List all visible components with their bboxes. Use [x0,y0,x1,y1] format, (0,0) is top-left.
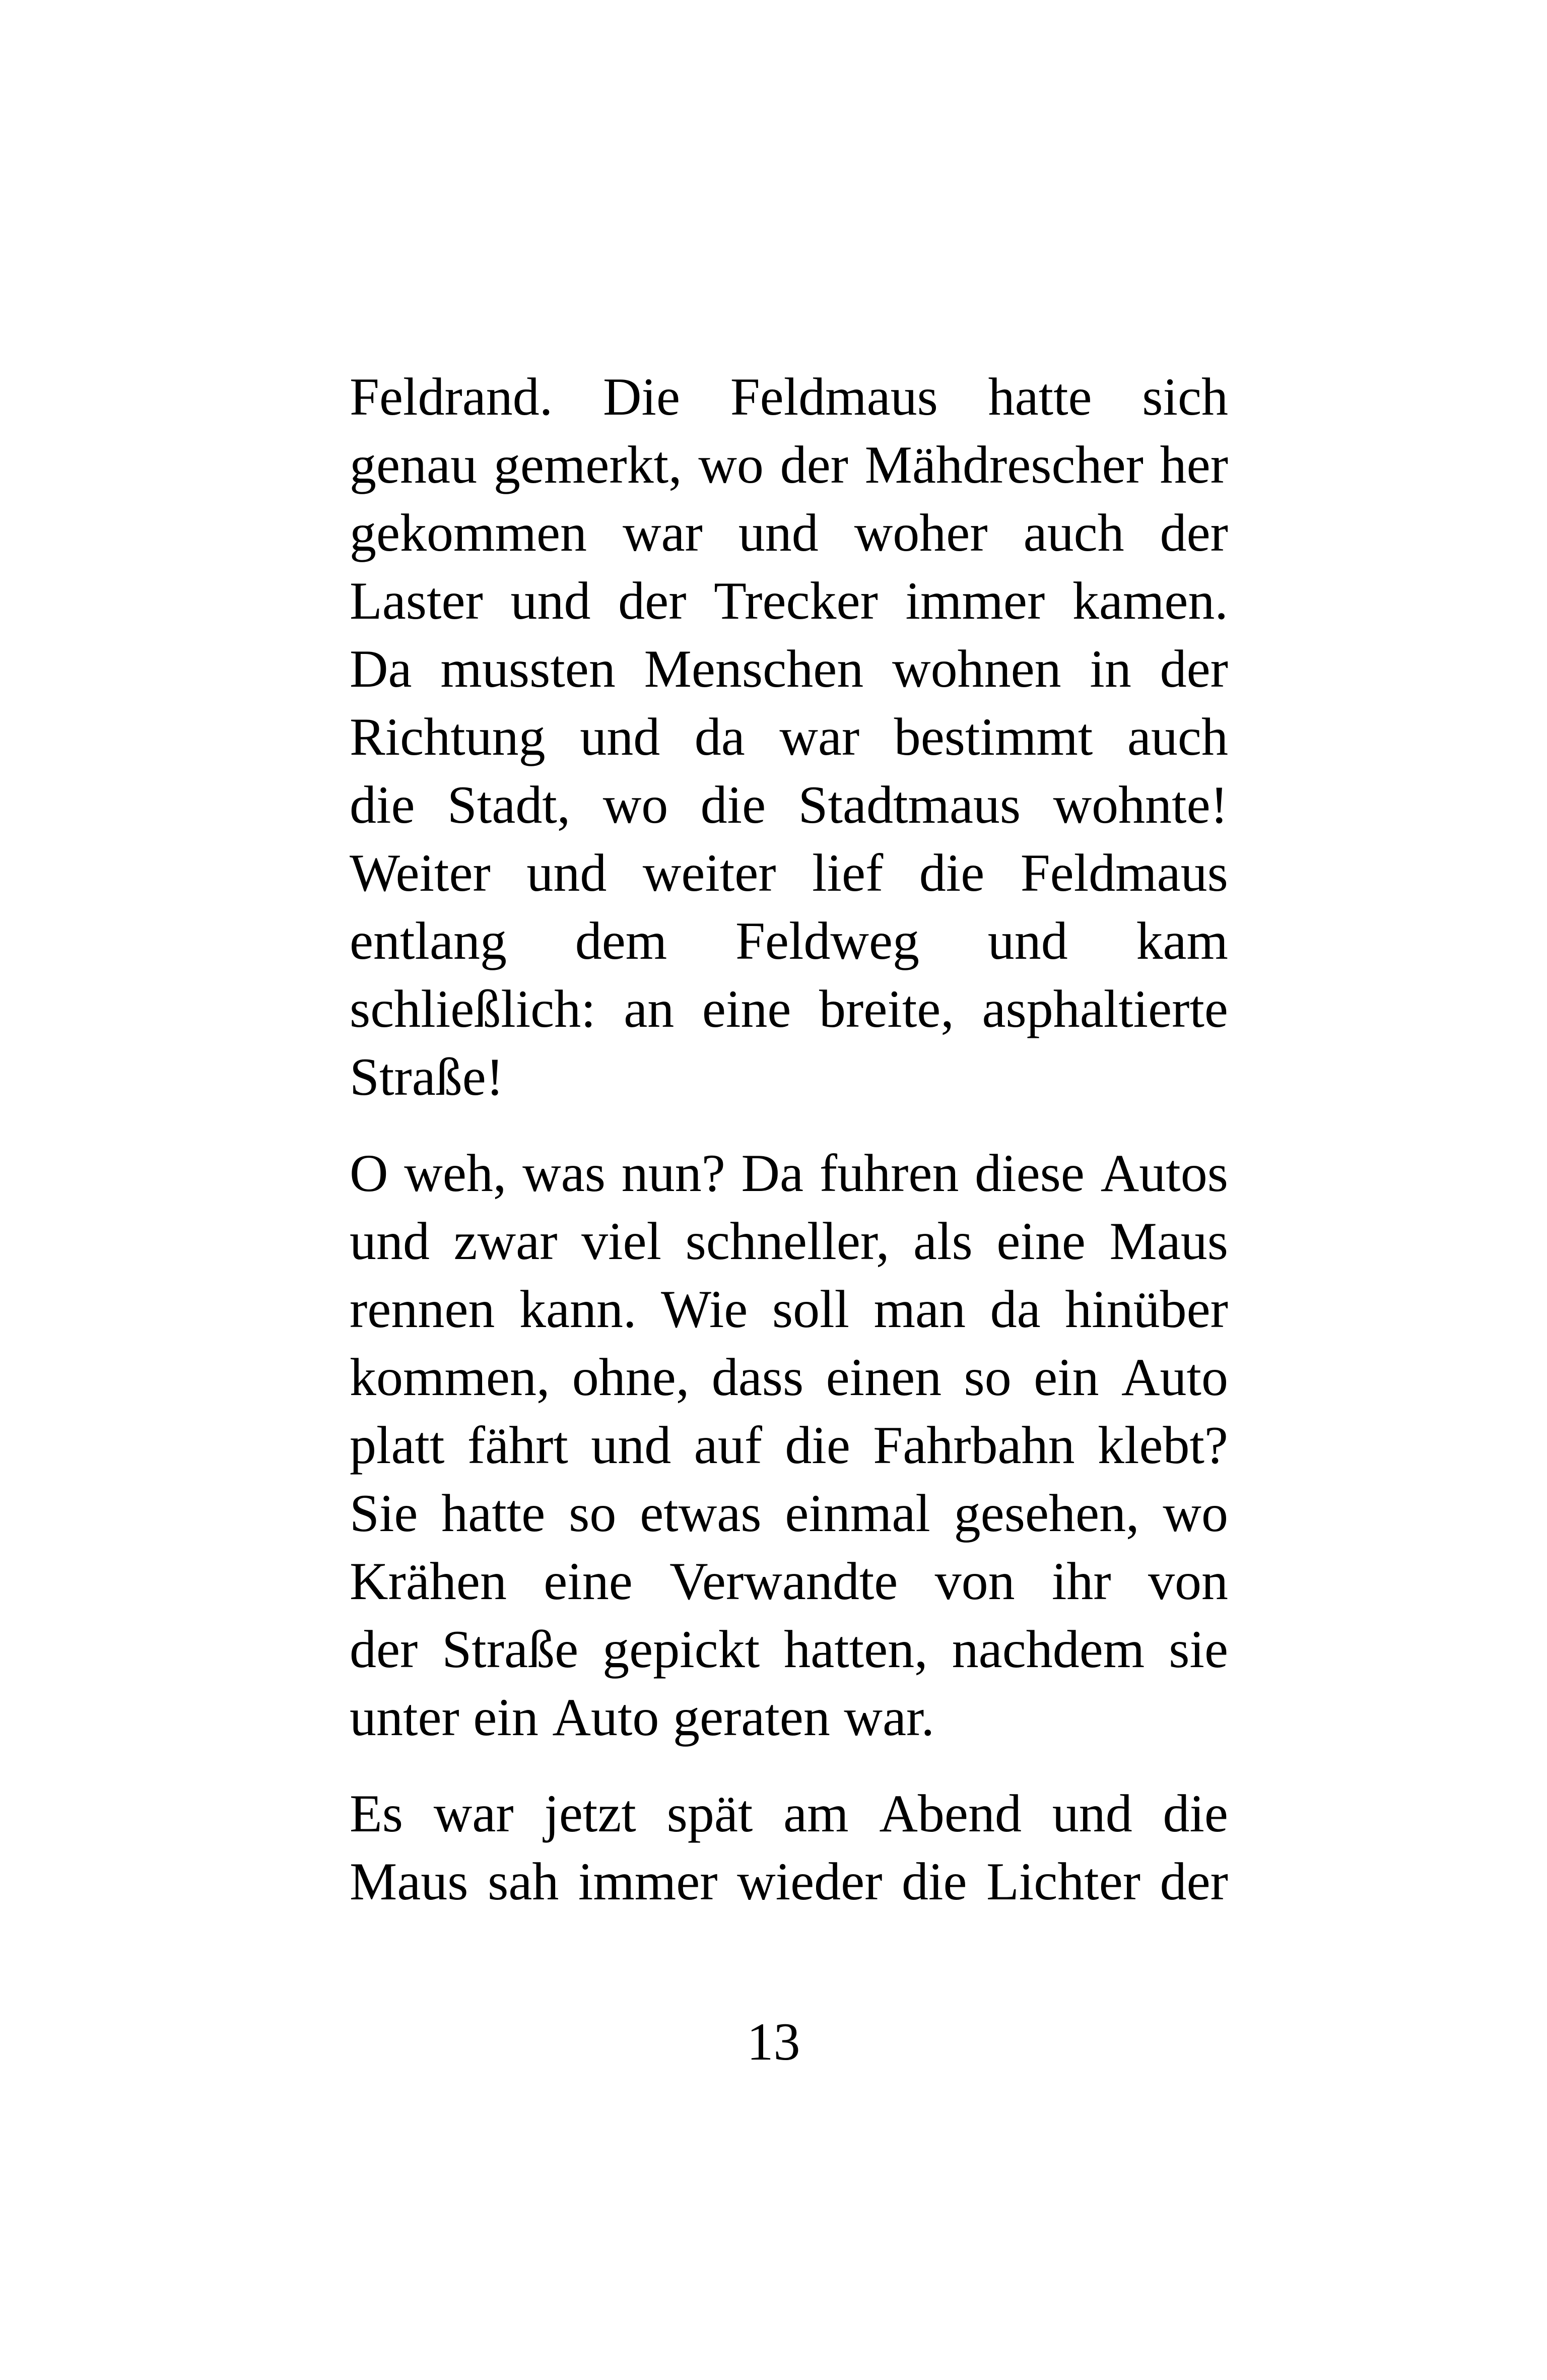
text-line: Sie hatte so etwas einmal gesehen, wo [350,1484,1228,1543]
paragraph [350,363,1228,1111]
text-line: rennen kann. Wie soll man da hinüber [350,1280,1228,1339]
text-line: unter ein Auto geraten war. [350,1688,934,1747]
text-line: entlang dem Feldweg und kam [350,911,1228,970]
text-line: Krähen eine Verwandte von ihr von [350,1552,1228,1611]
text-line: O weh, was nun? Da fuhren diese Autos [350,1144,1228,1203]
text-line: Da mussten Menschen wohnen in der [350,639,1228,698]
text-line: Richtung und da war bestimmt auch [350,707,1228,766]
text-line: Weiter und weiter lief die Feldmaus [350,843,1228,902]
text-line: der Straße gepickt hatten, nachdem sie [350,1620,1228,1679]
text-line: kommen, ohne, dass einen so ein Auto [350,1348,1228,1407]
paragraph-gap [350,1111,1228,1139]
body-text [350,363,1228,1915]
text-line: Es war jetzt spät am Abend und die [350,1784,1228,1843]
text-line: schließlich: an eine breite, asphaltierte [350,979,1228,1038]
page-number: 13 [747,2012,800,2071]
text-line: Laster und der Trecker immer kamen. [350,571,1228,630]
text-line: platt fährt und auf die Fahrbahn klebt? [350,1416,1228,1475]
paragraph [350,1779,1228,1915]
text-line: Feldrand. Die Feldmaus hatte sich [350,367,1228,426]
text-line: genau gemerkt, wo der Mähdrescher her [350,435,1228,494]
text-line: die Stadt, wo die Stadtmaus wohnte! [350,775,1228,834]
paragraph-gap [350,1751,1228,1779]
paragraph [350,1139,1228,1751]
text-line: Maus sah immer wieder die Lichter der [350,1852,1228,1911]
text-line: Straße! [350,1047,504,1106]
text-line: gekommen war und woher auch der [350,503,1228,562]
text-line: und zwar viel schneller, als eine Maus [350,1212,1228,1271]
